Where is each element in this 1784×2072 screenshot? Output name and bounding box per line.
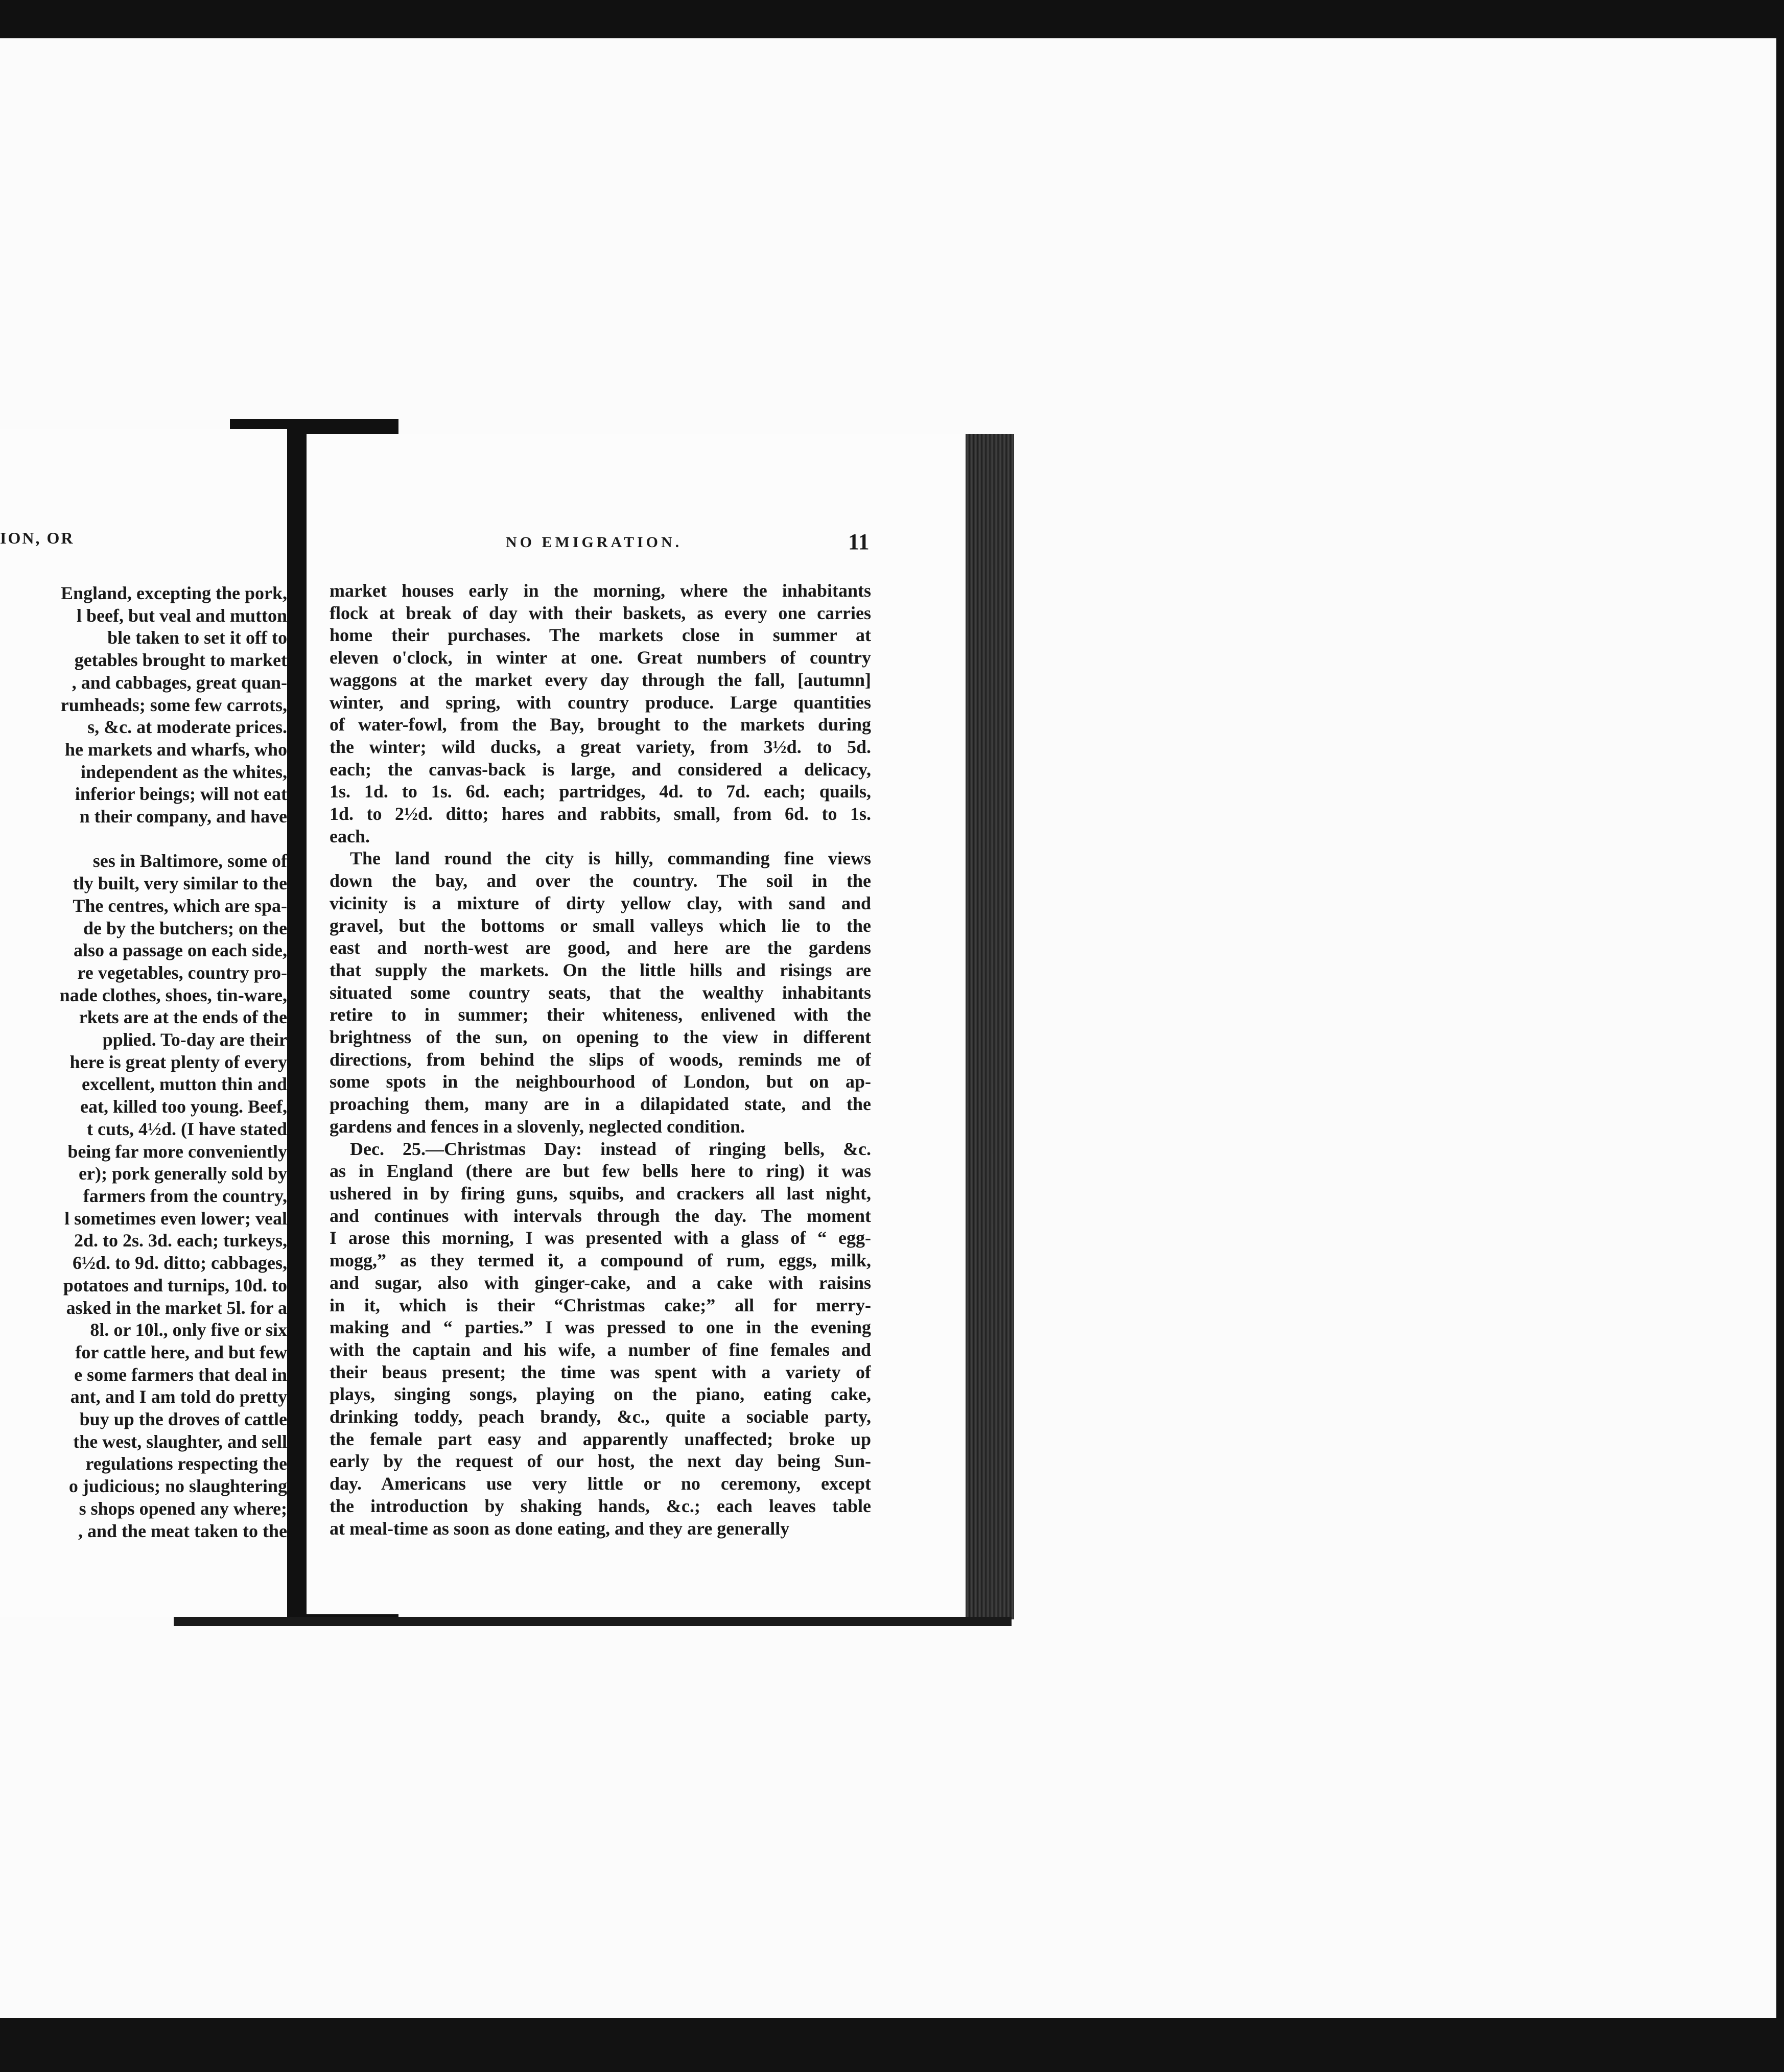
text-line: early by the request of our host, the next day being Sun- xyxy=(330,1451,871,1472)
text-line: rumheads; some few carrots, xyxy=(60,694,287,715)
text-line: getables brought to market xyxy=(74,650,287,671)
text-line: retire to in summer; their whiteness, enlivened with the xyxy=(330,1004,871,1025)
text-line: the introduction by shaking hands, &c.; each leaves table xyxy=(330,1495,871,1516)
text-line: t cuts, 4½d. (I have stated xyxy=(87,1118,287,1139)
text-line: winter, and spring, with country produce. Large quantities xyxy=(330,692,871,713)
text-line: and continues with intervals through the day. The moment xyxy=(330,1205,871,1226)
text-line: plays, singing songs, playing on the piano, eating cake, xyxy=(330,1384,871,1405)
text-line xyxy=(11,828,287,851)
text-line: drinking toddy, peach brandy, &c., quite a sociable party, xyxy=(330,1406,871,1427)
text-line: home their purchases. The markets close in summer at xyxy=(330,625,871,646)
text-line: gardens and fences in a slovenly, neglected condition. xyxy=(330,1116,745,1137)
text-line: , and cabbages, great quan- xyxy=(72,672,287,693)
text-line: the winter; wild ducks, a great variety, from 3½d. to 5d. xyxy=(330,736,871,757)
text-line: farmers from the country, xyxy=(83,1185,287,1206)
text-line: of water-fowl, from the Bay, brought to the markets during xyxy=(330,714,871,735)
text-line: er); pork generally sold by xyxy=(79,1163,287,1184)
right-page-text xyxy=(330,580,871,1540)
text-line: The centres, which are spa- xyxy=(73,895,287,916)
book-bottom-shadow xyxy=(174,1617,1012,1626)
text-line: independent as the whites, xyxy=(80,761,287,782)
text-line: l beef, but veal and mutton xyxy=(76,605,287,626)
text-line: n their company, and have xyxy=(79,806,287,827)
text-line: ses in Baltimore, some of xyxy=(92,851,287,872)
text-line: the west, slaughter, and sell xyxy=(73,1431,287,1452)
text-line: regulations respecting the xyxy=(85,1453,287,1474)
text-line: mogg,” as they termed it, a compound of rum, eggs, milk, xyxy=(330,1250,871,1271)
text-line: down the bay, and over the country. The soil in the xyxy=(330,870,871,891)
text-line: in it, which is their “Christmas cake;” all for merry- xyxy=(330,1294,871,1315)
text-line: for cattle here, and but few xyxy=(75,1341,287,1362)
text-line: asked in the market 5l. for a xyxy=(66,1297,287,1318)
text-line: market houses early in the morning, where the inhabitants xyxy=(330,580,871,601)
left-page xyxy=(0,429,287,1617)
text-line: being far more conveniently xyxy=(67,1141,287,1162)
text-line: The land round the city is hilly, commanding fine views xyxy=(350,848,871,869)
text-line: s, &c. at moderate prices. xyxy=(87,717,287,738)
page-edges xyxy=(966,434,1014,1619)
text-line: , and the meat taken to the xyxy=(78,1520,287,1541)
scan-bottom-border xyxy=(0,2018,1784,2072)
text-line: each; the canvas-back is large, and considered a delicacy, xyxy=(330,759,871,780)
text-line: here is great plenty of every xyxy=(69,1051,287,1072)
text-line: ushered in by firing guns, squibs, and crackers all last night, xyxy=(330,1183,871,1204)
text-line: as in England (there are but few bells here to ring) it was xyxy=(330,1161,871,1182)
text-line: Dec. 25.—Christmas Day: instead of ringing bells, &c. xyxy=(350,1138,871,1159)
text-line: at meal-time as soon as done eating, and they are generally xyxy=(330,1518,790,1539)
page-number: 11 xyxy=(848,529,870,554)
text-line: ble taken to set it off to xyxy=(107,627,287,648)
text-line: east and north-west are good, and here are the gardens xyxy=(330,937,871,958)
left-page-text xyxy=(11,582,287,1542)
text-line: their beaus present; the time was spent with a variety of xyxy=(330,1361,871,1382)
right-page xyxy=(307,434,971,1614)
text-line: vicinity is a mixture of dirty yellow clay, with sand and xyxy=(330,892,871,913)
text-line: buy up the droves of cattle xyxy=(79,1409,287,1430)
text-line: that supply the markets. On the little hills and risings are xyxy=(330,959,871,980)
text-line: rkets are at the ends of the xyxy=(79,1007,287,1028)
text-line: pplied. To-day are their xyxy=(102,1029,287,1050)
text-line: he markets and wharfs, who xyxy=(64,739,287,760)
text-line: some spots in the neighbourhood of London, but on ap- xyxy=(330,1071,871,1092)
text-line: eleven o'clock, in winter at one. Great numbers of country xyxy=(330,647,871,668)
text-line: flock at break of day with their baskets, as every one carries xyxy=(330,602,871,623)
text-line: with the captain and his wife, a number of fine females and xyxy=(330,1339,871,1360)
open-book xyxy=(0,419,1014,1624)
text-line: situated some country seats, that the wealthy inhabitants xyxy=(330,982,871,1003)
text-line: making and “ parties.” I was pressed to one in the evening xyxy=(330,1317,871,1338)
text-line: each. xyxy=(330,826,370,846)
text-line: nade clothes, shoes, tin-ware, xyxy=(59,984,287,1005)
text-line: I arose this morning, I was presented with a glass of “ egg- xyxy=(330,1228,871,1249)
right-running-head: NO EMIGRATION. xyxy=(506,534,683,551)
text-line: excellent, mutton thin and xyxy=(81,1074,287,1095)
text-line: o judicious; no slaughtering xyxy=(68,1476,287,1497)
text-line: 6½d. to 9d. ditto; cabbages, xyxy=(72,1253,287,1274)
text-line: eat, killed too young. Beef, xyxy=(80,1096,287,1117)
text-line: l sometimes even lower; veal xyxy=(64,1208,287,1229)
text-line: directions, from behind the slips of woods, reminds me of xyxy=(330,1049,871,1070)
text-line: 2d. to 2s. 3d. each; turkeys, xyxy=(74,1230,287,1251)
text-line: de by the butchers; on the xyxy=(83,917,287,938)
text-line: waggons at the market every day through the fall, [autumn] xyxy=(330,669,871,690)
text-line: and sugar, also with ginger-cake, and a cake with raisins xyxy=(330,1272,871,1293)
text-line: 1d. to 2½d. ditto; hares and rabbits, small, from 6d. to 1s. xyxy=(330,804,871,825)
text-line: gravel, but the bottoms or small valleys which lie to the xyxy=(330,915,871,936)
text-line: e some farmers that deal in xyxy=(74,1364,287,1385)
text-line: s shops opened any where; xyxy=(79,1498,287,1519)
left-running-head: ION, OR xyxy=(0,529,75,547)
text-line: also a passage on each side, xyxy=(73,940,287,961)
text-line: 8l. or 10l., only five or six xyxy=(90,1320,287,1340)
text-line: re vegetables, country pro- xyxy=(77,962,287,983)
text-line: brightness of the sun, on opening to the view in different xyxy=(330,1027,871,1048)
text-line: ant, and I am told do pretty xyxy=(70,1386,287,1407)
text-line: the female part easy and apparently unaffected; broke up xyxy=(330,1428,871,1449)
text-line: day. Americans use very little or no ceremony, except xyxy=(330,1473,871,1494)
text-line: England, excepting the pork, xyxy=(60,583,287,603)
text-line: inferior beings; will not eat xyxy=(75,784,287,805)
text-line: proaching them, many are in a dilapidated state, and the xyxy=(330,1094,871,1115)
text-line: tly built, very similar to the xyxy=(73,873,287,894)
text-line: potatoes and turnips, 10d. to xyxy=(63,1275,287,1296)
text-line: 1s. 1d. to 1s. 6d. each; partridges, 4d. to 7d. each; quails, xyxy=(330,781,871,802)
